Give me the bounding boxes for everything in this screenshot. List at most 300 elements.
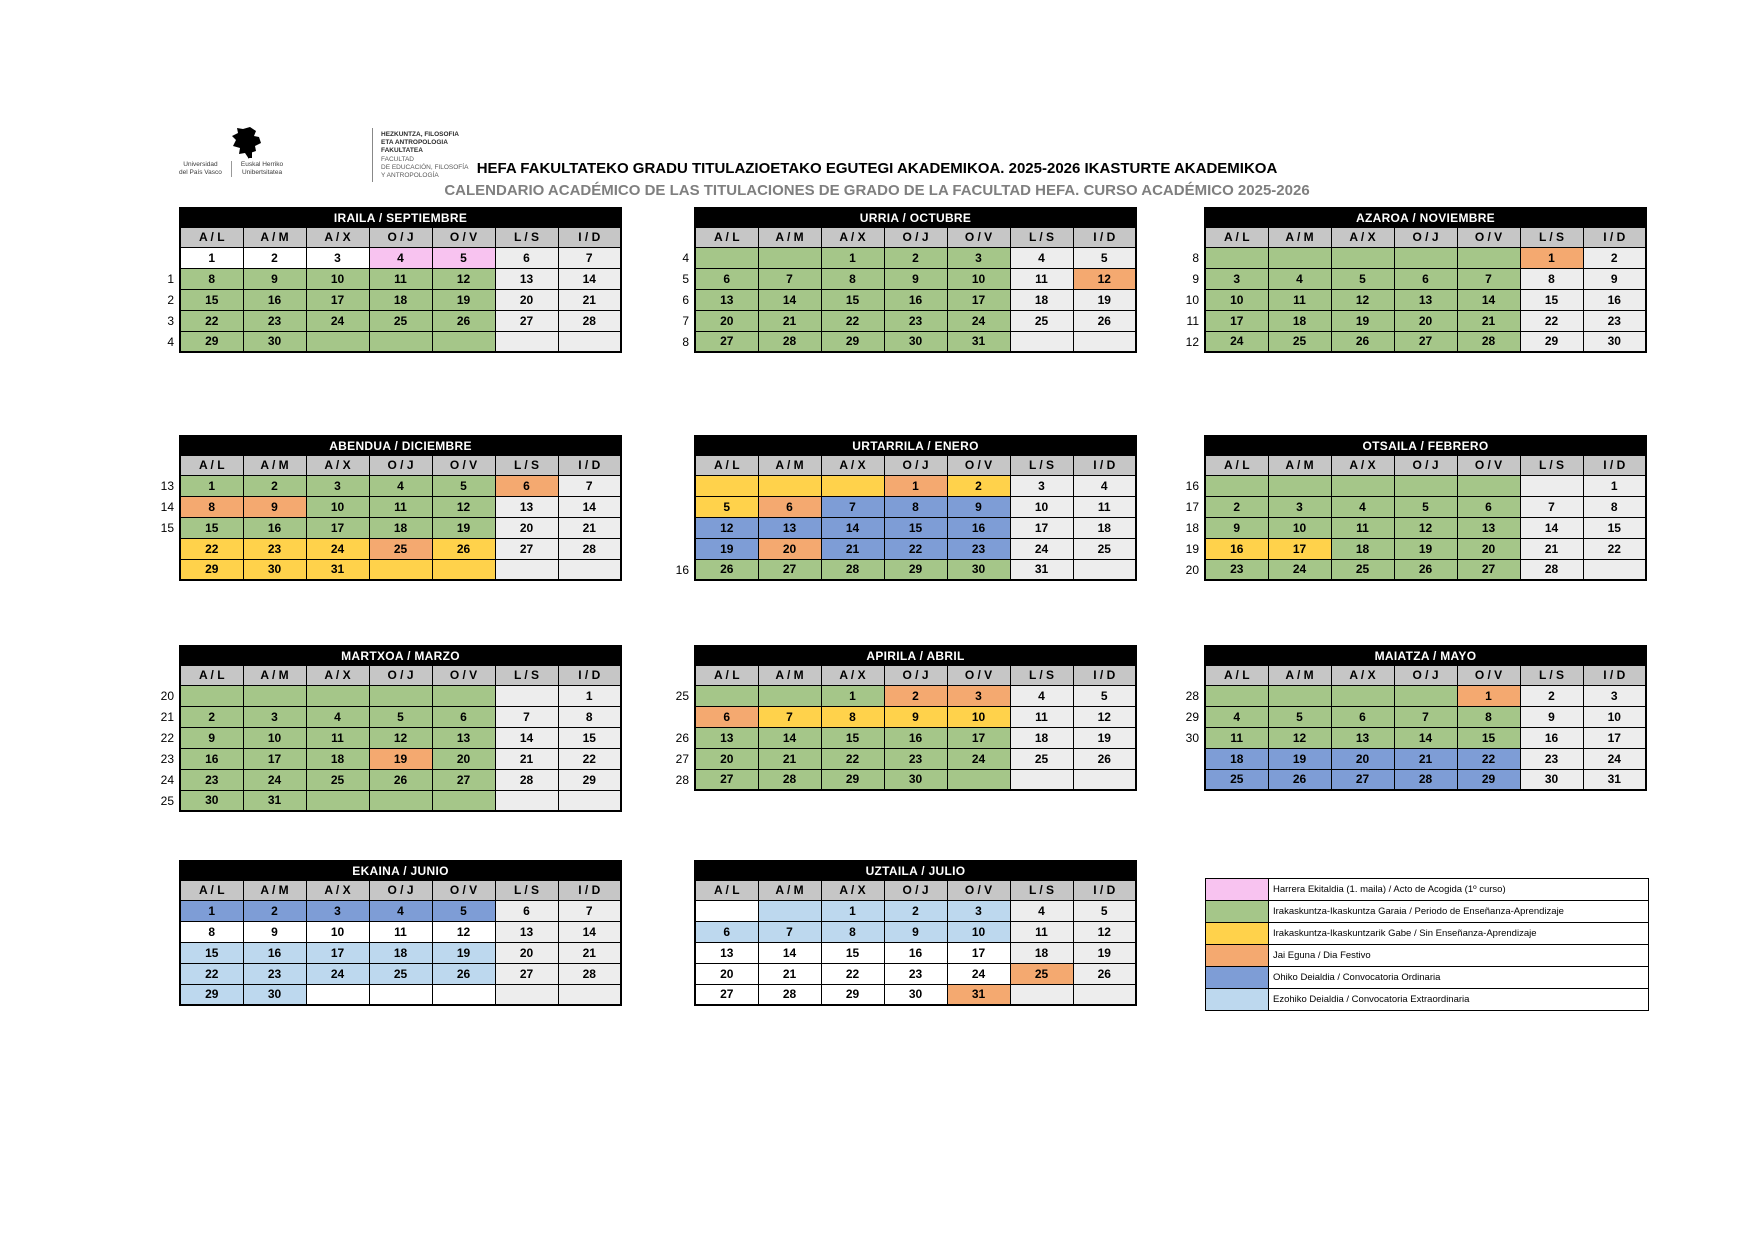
day-cell: 1 [1583,475,1646,496]
faculty-name-es-3: Y ANTROPOLOGÍA [381,172,439,180]
day-cell [558,790,621,811]
day-cell: 13 [495,268,558,289]
day-cell: 20 [495,517,558,538]
day-header: L / S [495,665,558,685]
day-cell: 19 [369,748,432,769]
day-cell [558,984,621,1005]
day-cell: 11 [1010,268,1073,289]
week-number: 9 [1192,271,1199,286]
day-cell: 8 [180,921,243,942]
day-cell [369,984,432,1005]
day-cell: 31 [947,984,1010,1005]
month-table-december [154,435,622,581]
day-cell: 15 [1583,517,1646,538]
day-header: L / S [495,880,558,900]
week-number: 10 [1185,292,1199,307]
legend [1205,878,1649,1011]
day-header: L / S [1520,227,1583,247]
day-header: O / J [1394,665,1457,685]
day-header: O / V [947,665,1010,685]
day-header: L / S [1010,665,1073,685]
week-number [1179,769,1205,790]
legend-label: Irakaskuntza-Ikaskuntza Garaia / Periodo de Enseñanza-Aprendizaje [1269,901,1649,923]
day-cell: 4 [1331,496,1394,517]
day-cell [369,331,432,352]
day-cell: 15 [821,942,884,963]
day-header: A / L [180,880,243,900]
week-number-spacer [154,208,180,227]
day-cell: 5 [1073,247,1136,268]
month-table-september [154,207,622,353]
day-cell: 26 [1394,559,1457,580]
day-cell: 14 [558,268,621,289]
day-cell: 13 [1331,727,1394,748]
day-cell [432,685,495,706]
day-cell: 19 [695,538,758,559]
day-cell: 26 [432,538,495,559]
week-number: 19 [1185,541,1199,556]
day-cell: 16 [180,748,243,769]
day-cell: 2 [1205,496,1268,517]
day-cell: 26 [432,310,495,331]
day-cell: 17 [243,748,306,769]
day-cell: 18 [1268,310,1331,331]
day-cell: 25 [1010,748,1073,769]
faculty-name-es-2: DE EDUCACIÓN, FILOSOFÍA [381,163,469,171]
day-cell: 21 [558,289,621,310]
day-cell [695,900,758,921]
day-header: I / D [1073,227,1136,247]
day-header: A / X [306,665,369,685]
university-name-es-2: del País Vasco [179,169,222,176]
day-cell: 14 [758,289,821,310]
day-cell [306,685,369,706]
day-cell: 28 [758,769,821,790]
day-cell: 11 [1073,496,1136,517]
day-cell: 24 [947,310,1010,331]
day-header: O / V [947,227,1010,247]
day-cell [1073,769,1136,790]
day-cell: 16 [1205,538,1268,559]
day-cell: 31 [1010,559,1073,580]
week-number-spacer [669,880,695,900]
week-number [1179,748,1205,769]
day-cell [1268,247,1331,268]
week-number [669,942,695,963]
day-cell: 2 [884,685,947,706]
day-cell: 30 [884,331,947,352]
day-cell: 18 [1010,727,1073,748]
day-cell: 21 [1457,310,1520,331]
day-cell: 6 [432,706,495,727]
day-cell: 19 [1331,310,1394,331]
week-number [154,963,180,984]
day-cell: 6 [758,496,821,517]
day-cell: 17 [947,289,1010,310]
month-title: APIRILA / ABRIL [695,646,1136,665]
day-cell: 13 [1457,517,1520,538]
day-cell: 17 [947,727,1010,748]
day-cell: 5 [432,475,495,496]
day-cell [1394,247,1457,268]
day-cell: 8 [180,268,243,289]
day-cell: 31 [947,331,1010,352]
week-number-spacer [154,665,180,685]
day-cell [1268,475,1331,496]
day-cell: 4 [1205,706,1268,727]
day-cell: 20 [758,538,821,559]
month-table-november [1179,207,1647,353]
day-cell: 14 [1520,517,1583,538]
day-header: I / D [558,455,621,475]
week-number-spacer [154,227,180,247]
day-cell: 12 [1073,268,1136,289]
day-cell: 26 [369,769,432,790]
day-cell: 6 [1394,268,1457,289]
day-cell: 19 [1394,538,1457,559]
legend-label: Harrera Ekitaldia (1. maila) / Acto de Acogida (1º curso) [1269,879,1649,901]
month-table-june [154,860,622,1006]
day-header: L / S [495,455,558,475]
day-cell: 16 [884,942,947,963]
day-cell [1073,559,1136,580]
day-cell: 11 [1268,289,1331,310]
day-cell: 23 [884,963,947,984]
week-number: 8 [1192,250,1199,265]
week-number: 26 [675,730,689,745]
day-cell: 21 [558,517,621,538]
month-table-may [1179,645,1647,791]
day-cell [1010,769,1073,790]
day-cell: 18 [1331,538,1394,559]
day-cell: 3 [947,685,1010,706]
day-cell: 28 [558,538,621,559]
day-cell: 27 [1331,769,1394,790]
day-cell: 12 [1394,517,1457,538]
day-cell [758,247,821,268]
day-cell: 1 [821,247,884,268]
university-name-eu-2: Unibertsitatea [241,169,283,176]
day-cell: 2 [1583,247,1646,268]
day-cell: 27 [758,559,821,580]
week-number-spacer [1179,227,1205,247]
day-cell: 22 [1457,748,1520,769]
day-cell: 14 [1394,727,1457,748]
week-number: 1 [167,271,174,286]
day-cell [432,790,495,811]
day-cell [306,790,369,811]
week-number-spacer [1179,436,1205,455]
day-cell: 13 [758,517,821,538]
day-header: L / S [1520,665,1583,685]
day-cell: 17 [306,289,369,310]
day-header: A / L [1205,227,1268,247]
day-cell: 4 [306,706,369,727]
day-cell: 27 [495,310,558,331]
day-cell [695,475,758,496]
day-header: I / D [558,880,621,900]
day-cell: 31 [306,559,369,580]
day-header: A / X [306,880,369,900]
day-cell: 10 [306,921,369,942]
month-table-october [669,207,1137,353]
day-cell: 23 [243,310,306,331]
day-cell: 6 [1331,706,1394,727]
week-number: 18 [1185,520,1199,535]
week-number: 29 [1185,709,1199,724]
legend-swatch [1206,945,1269,967]
day-cell: 10 [947,268,1010,289]
day-cell: 10 [1268,517,1331,538]
day-cell: 4 [369,475,432,496]
faculty-name-eu-3: FAKULTATEA [381,147,423,155]
day-cell: 7 [558,475,621,496]
week-number-spacer [154,455,180,475]
day-cell: 22 [180,963,243,984]
upv-ehu-logo-icon [231,126,269,160]
day-header: I / D [1583,455,1646,475]
day-header: L / S [1010,455,1073,475]
day-cell: 8 [821,706,884,727]
day-cell: 21 [758,748,821,769]
day-header: A / X [821,227,884,247]
day-cell [695,247,758,268]
day-cell: 29 [821,769,884,790]
day-header: O / J [1394,455,1457,475]
day-cell [1073,331,1136,352]
page-title-spanish: CALENDARIO ACADÉMICO DE LAS TITULACIONES DE GRADO DE LA FACULTAD HEFA. CURSO ACADÉMICO 2025-2026 [444,182,1310,199]
day-cell: 17 [306,942,369,963]
day-cell: 2 [947,475,1010,496]
day-cell: 22 [1520,310,1583,331]
day-cell: 20 [695,748,758,769]
day-header: A / L [180,455,243,475]
day-cell: 7 [758,268,821,289]
day-cell: 16 [884,289,947,310]
day-cell: 23 [243,963,306,984]
day-cell: 7 [758,921,821,942]
day-cell [1331,685,1394,706]
day-cell [1457,247,1520,268]
day-cell: 1 [1457,685,1520,706]
day-cell: 27 [1394,331,1457,352]
month-title: MAIATZA / MAYO [1205,646,1646,665]
day-cell: 11 [369,496,432,517]
day-cell: 24 [306,963,369,984]
legend-swatch [1206,967,1269,989]
month-title: OTSAILA / FEBRERO [1205,436,1646,455]
day-cell: 19 [1268,748,1331,769]
day-cell: 23 [884,310,947,331]
week-number: 17 [1185,499,1199,514]
day-cell: 28 [1394,769,1457,790]
day-header: I / D [1073,880,1136,900]
day-cell: 1 [558,685,621,706]
month-title: URTARRILA / ENERO [695,436,1136,455]
day-header: O / J [369,227,432,247]
day-cell: 9 [243,268,306,289]
day-cell [369,790,432,811]
day-cell: 22 [821,310,884,331]
day-cell [1457,475,1520,496]
week-number: 27 [675,751,689,766]
day-cell: 15 [821,289,884,310]
day-cell: 6 [495,900,558,921]
day-cell: 3 [1268,496,1331,517]
day-cell [495,559,558,580]
day-cell [180,685,243,706]
day-cell: 26 [1331,331,1394,352]
month-title: ABENDUA / DICIEMBRE [180,436,621,455]
day-cell: 8 [1457,706,1520,727]
day-cell: 25 [1205,769,1268,790]
week-number: 24 [160,772,174,787]
day-cell [758,900,821,921]
week-number: 16 [1185,478,1199,493]
day-cell: 21 [558,942,621,963]
day-header: I / D [558,227,621,247]
day-cell: 7 [1457,268,1520,289]
day-cell: 18 [369,289,432,310]
week-number-spacer [669,436,695,455]
day-cell: 30 [243,559,306,580]
day-cell: 14 [758,942,821,963]
month-table-january [669,435,1137,581]
day-header: A / X [821,665,884,685]
day-cell [369,685,432,706]
day-header: O / V [1457,227,1520,247]
legend-label: Ezohiko Deialdia / Convocatoria Extraordinaria [1269,989,1649,1011]
day-cell [1205,685,1268,706]
day-header: A / X [1331,455,1394,475]
week-number: 21 [160,709,174,724]
day-cell: 26 [695,559,758,580]
day-cell: 30 [180,790,243,811]
day-header: O / J [369,455,432,475]
day-cell: 12 [1073,921,1136,942]
legend-label: Jai Eguna / Dia Festivo [1269,945,1649,967]
day-cell: 26 [432,963,495,984]
week-number-spacer [1179,208,1205,227]
day-cell [1520,475,1583,496]
day-cell: 4 [369,247,432,268]
day-cell: 12 [1073,706,1136,727]
day-cell: 12 [432,496,495,517]
week-number: 3 [167,313,174,328]
day-cell: 4 [1010,247,1073,268]
day-cell: 20 [1331,748,1394,769]
week-number [669,706,695,727]
week-number: 28 [675,772,689,787]
day-cell: 21 [758,310,821,331]
day-cell [1010,984,1073,1005]
day-cell [495,685,558,706]
day-header: A / L [695,880,758,900]
day-header: A / L [180,665,243,685]
day-cell: 11 [306,727,369,748]
day-cell: 25 [1268,331,1331,352]
day-header: L / S [1520,455,1583,475]
day-cell: 9 [884,268,947,289]
day-header: I / D [1073,455,1136,475]
day-cell: 23 [1583,310,1646,331]
day-cell: 2 [243,475,306,496]
month-title: UZTAILA / JULIO [695,861,1136,880]
day-cell: 2 [243,247,306,268]
day-cell: 22 [821,963,884,984]
legend-label: Irakaskuntza-Ikaskuntzarik Gabe / Sin Enseñanza-Aprendizaje [1269,923,1649,945]
week-number [669,921,695,942]
week-number-spacer [154,880,180,900]
week-number: 30 [1185,730,1199,745]
day-cell: 7 [758,706,821,727]
day-cell [1394,685,1457,706]
day-cell: 3 [1010,475,1073,496]
day-cell: 25 [306,769,369,790]
day-cell: 27 [695,984,758,1005]
day-cell: 21 [821,538,884,559]
day-cell: 19 [1073,289,1136,310]
day-cell: 6 [1457,496,1520,517]
day-header: A / M [243,455,306,475]
day-cell: 29 [180,984,243,1005]
day-cell: 4 [1073,475,1136,496]
day-cell: 2 [1520,685,1583,706]
day-cell: 9 [1205,517,1268,538]
day-cell: 27 [495,538,558,559]
week-number: 4 [167,334,174,349]
day-cell: 13 [695,289,758,310]
day-cell: 23 [1520,748,1583,769]
day-cell: 9 [1520,706,1583,727]
day-cell [1205,475,1268,496]
week-number [669,496,695,517]
day-cell: 6 [695,268,758,289]
day-cell: 3 [1205,268,1268,289]
day-cell [1583,559,1646,580]
day-cell: 1 [821,900,884,921]
day-header: O / J [884,455,947,475]
day-cell: 4 [369,900,432,921]
day-cell: 30 [1583,331,1646,352]
day-cell: 16 [243,289,306,310]
week-number: 22 [160,730,174,745]
day-cell: 25 [1010,963,1073,984]
day-cell: 9 [243,921,306,942]
day-cell: 14 [558,921,621,942]
day-cell: 26 [1073,963,1136,984]
day-cell: 15 [558,727,621,748]
day-header: O / V [1457,455,1520,475]
day-cell [1331,247,1394,268]
day-cell: 1 [180,247,243,268]
legend-label: Ohiko Deialdia / Convocatoria Ordinaria [1269,967,1649,989]
day-cell [306,331,369,352]
day-cell: 15 [1457,727,1520,748]
legend-swatch [1206,989,1269,1011]
day-cell [1268,685,1331,706]
day-cell: 20 [495,289,558,310]
day-cell: 12 [432,268,495,289]
day-header: A / X [821,455,884,475]
day-cell: 29 [180,331,243,352]
day-cell: 2 [243,900,306,921]
day-cell: 30 [884,769,947,790]
day-header: I / D [1073,665,1136,685]
week-number: 5 [682,271,689,286]
day-cell: 11 [369,268,432,289]
day-cell: 15 [180,942,243,963]
